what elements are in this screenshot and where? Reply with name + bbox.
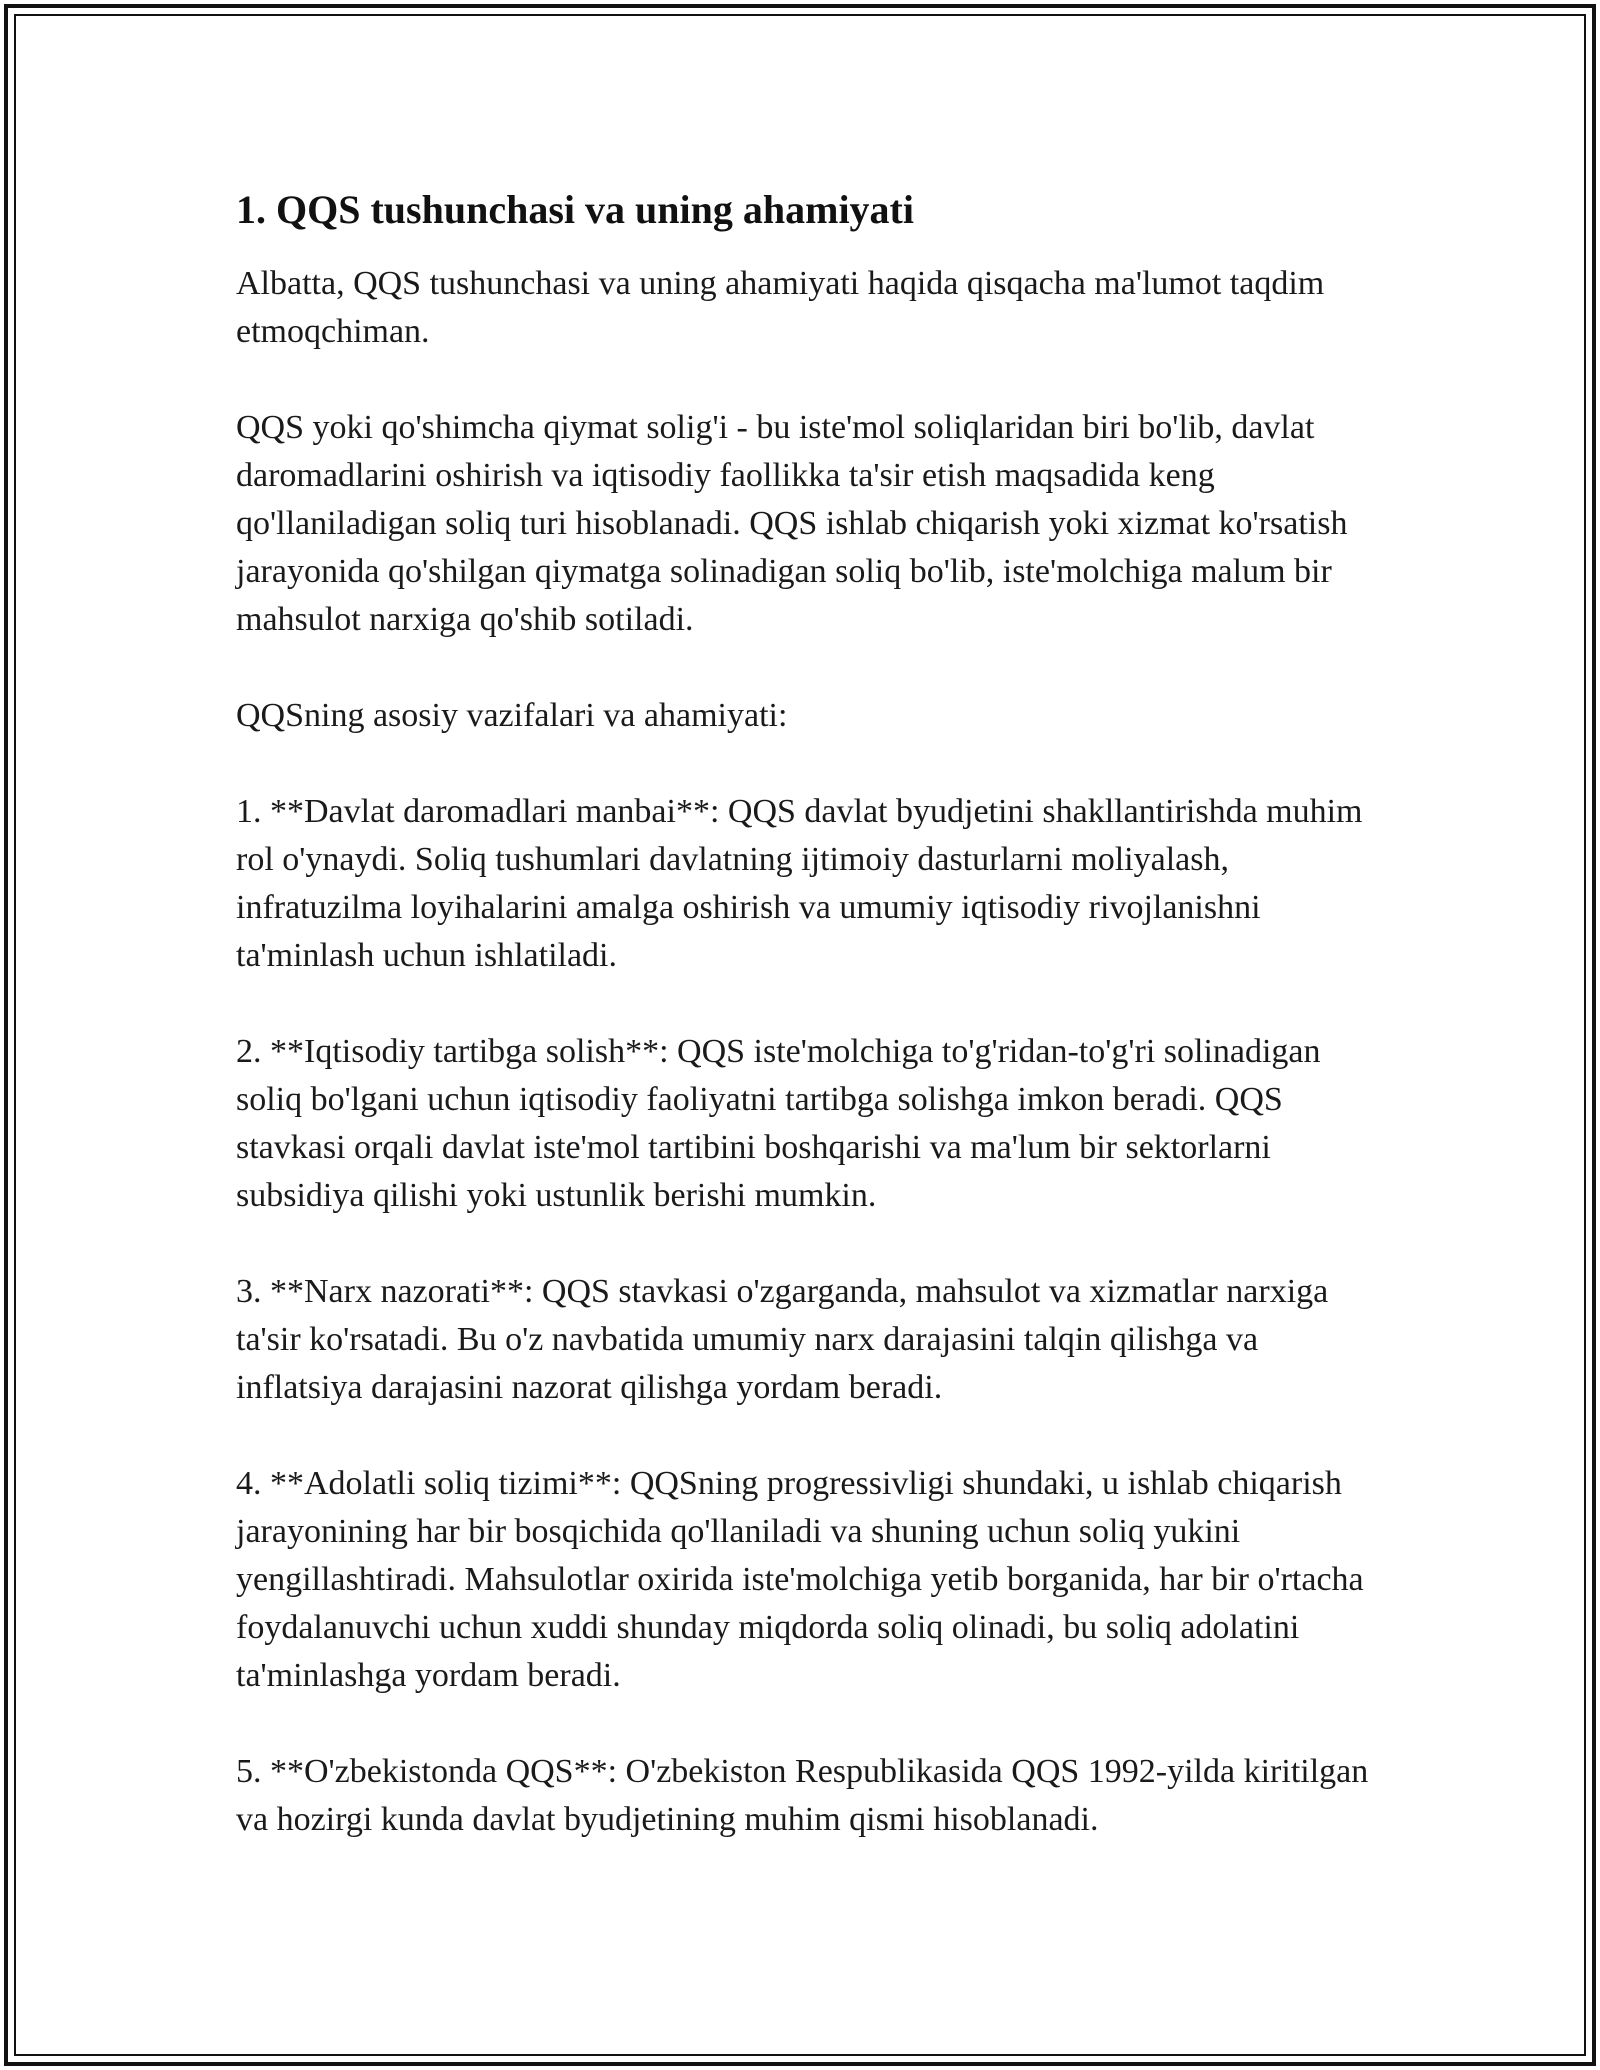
document-title: 1. QQS tushunchasi va uning ahamiyati	[236, 187, 914, 232]
paragraph-item-4: 4. **Adolatli soliq tizimi**: QQSning progressivligi shundaki, u ishlab chiqarish jarayonining har bir bosqichida qo'llaniladi va shuning uchun soliq yukini yengillashtiradi. Mahsulotlar oxirida iste'molchiga yetib borganida, har bir o'rtacha foydalanuvchi uchun xuddi shunday miqdorda soliq olinadi, bu soliq adolatini ta'minlashga yordam beradi.	[236, 1465, 1364, 1694]
paragraph-item-3: 3. **Narx nazorati**: QQS stavkasi o'zgarganda, mahsulot va xizmatlar narxiga ta'sir ko'rsatadi. Bu o'z navbatida umumiy narx darajasini talqin qilishga va inflatsiya darajasini nazorat qilishga yordam beradi.	[236, 1273, 1329, 1406]
paragraph-intro: Albatta, QQS tushunchasi va uning ahamiyati haqida qisqacha ma'lumot taqdim etmoqchiman.	[236, 265, 1325, 350]
paragraph-list-heading: QQSning asosiy vazifalari va ahamiyati:	[236, 697, 788, 734]
document-body	[236, 186, 1386, 1844]
paragraph-item-5: 5. **O'zbekistonda QQS**: O'zbekiston Respublikasida QQS 1992-yilda kiritilgan va hozirgi kunda davlat byudjetining muhim qismi hisoblanadi.	[236, 1753, 1369, 1838]
paragraph-item-1: 1. **Davlat daromadlari manbai**: QQS davlat byudjetini shakllantirishda muhim rol o'ynaydi. Soliq tushumlari davlatning ijtimoiy dasturlarni moliyalash, infratuzilma loyihalarini amalga oshirish va umumiy iqtisodiy rivojlanishni ta'minlash uchun ishlatiladi.	[236, 793, 1363, 974]
paragraph-item-2: 2. **Iqtisodiy tartibga solish**: QQS iste'molchiga to'g'ridan-to'g'ri solinadigan soliq bo'lgani uchun iqtisodiy faoliyatni tartibga solishga imkon beradi. QQS stavkasi orqali davlat iste'mol tartibini boshqarishi va ma'lum bir sektorlarni subsidiya qilishi yoki ustunlik berishi mumkin.	[236, 1033, 1321, 1214]
paragraph-definition: QQS yoki qo'shimcha qiymat solig'i - bu iste'mol soliqlaridan biri bo'lib, davlat daromadlarini oshirish va iqtisodiy faollikka ta'sir etish maqsadida keng qo'llaniladigan soliq turi hisoblanadi. QQS ishlab chiqarish yoki xizmat ko'rsatish jarayonida qo'shilgan qiymatga solinadigan soliq bo'lib, iste'molchiga malum bir mahsulot narxiga qo'shib sotiladi.	[236, 409, 1348, 638]
